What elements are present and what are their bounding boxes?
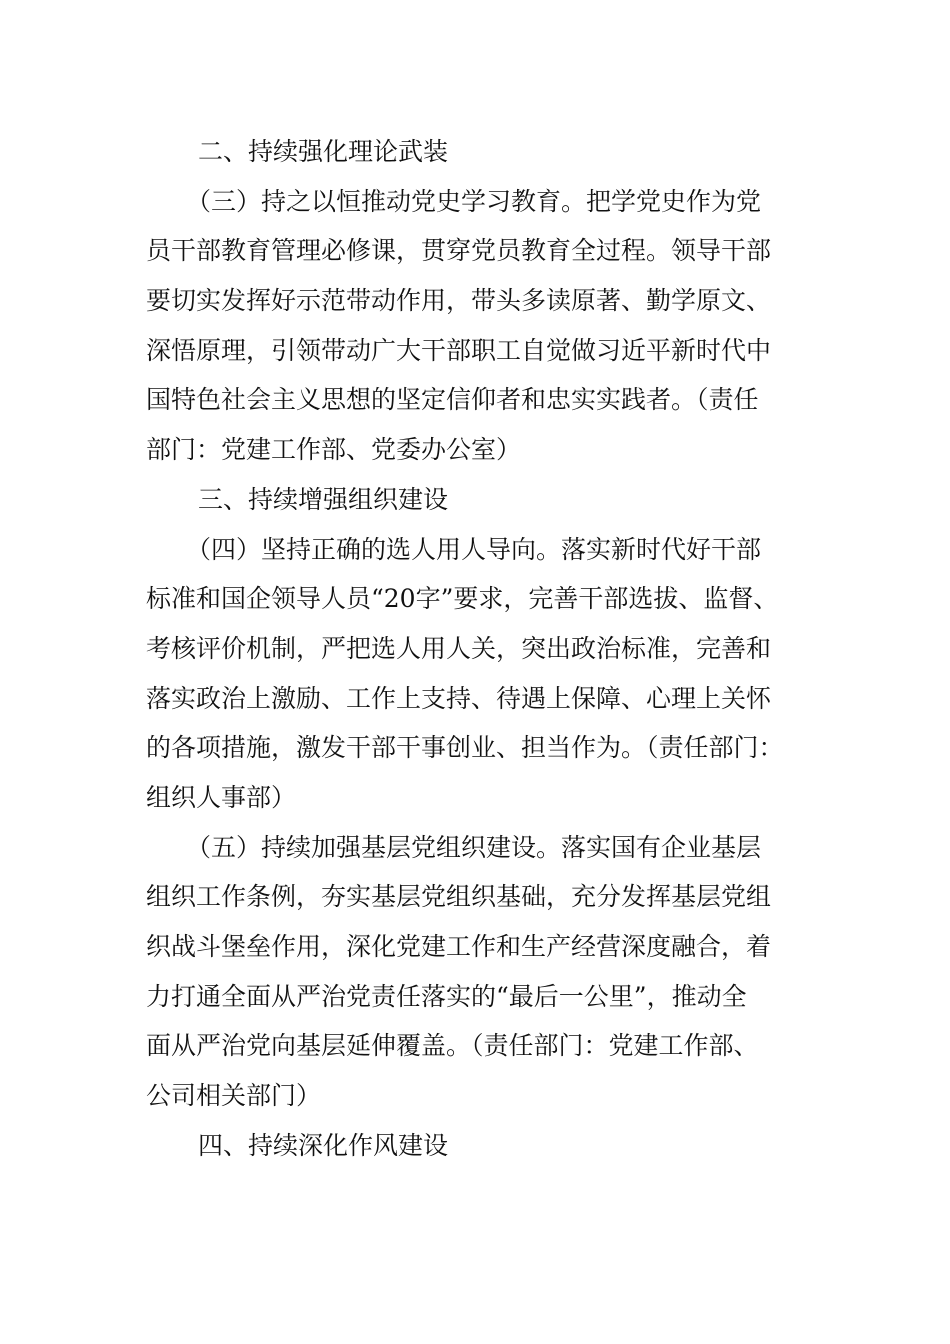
text-line: 组织工作条例，夯实基层党组织基础，充分发挥基层党组: [146, 882, 772, 912]
text-line: （四）坚持正确的选人用人导向。落实新时代好干部: [186, 534, 762, 564]
text-line: 深悟原理，引领带动广大干部职工自觉做习近平新时代中: [146, 335, 772, 365]
section-heading: [146, 1121, 826, 1171]
body-paragraph: [146, 525, 826, 823]
text-line: 四、持续深化作风建设: [198, 1130, 449, 1160]
section-heading: [146, 475, 826, 525]
text-line: 二、持续强化理论武装: [198, 137, 449, 166]
text-line: 国特色社会主义思想的坚定信仰者和忠实实践者。（责任: [146, 385, 759, 415]
text-line: 员干部教育管理必修课，贯穿党员教育全过程。领导干部: [146, 236, 772, 266]
text-line: （五）持续加强基层党组织建设。落实国有企业基层: [186, 832, 762, 862]
text-line: （三）持之以恒推动党史学习教育。把学党史作为党: [186, 186, 762, 216]
text-line: 面从严治党向基层延伸覆盖。（责任部门：党建工作部、: [146, 1031, 759, 1061]
body-paragraph: [146, 177, 826, 475]
text-line: 公司相关部门）: [146, 1081, 322, 1111]
text-line: 织战斗堡垒作用，深化党建工作和生产经营深度融合，着: [146, 932, 772, 961]
text-line: 要切实发挥好示范带动作用，带头多读原著、勤学原文、: [146, 286, 772, 316]
text-line: 力打通全面从严治党责任落实的“最后一公里”，推动全: [146, 981, 747, 1011]
text-line: 标准和国企领导人员“20字”要求，完善干部选拔、监督、: [146, 584, 779, 614]
text-line: 考核评价机制，严把选人用人关，突出政治标准，完善和: [146, 633, 772, 663]
body-paragraph: [146, 823, 826, 1121]
text-line: 落实政治上激励、工作上支持、待遇上保障、心理上关怀: [146, 683, 772, 713]
text-line: 三、持续增强组织建设: [198, 484, 449, 514]
section-heading: [146, 127, 826, 177]
text-line: 的各项措施，激发干部干事创业、担当作为。（责任部门：: [146, 733, 784, 763]
document-page: [146, 127, 826, 1170]
text-line: 组织人事部）: [146, 782, 297, 812]
text-line: 部门：党建工作部、党委办公室）: [146, 435, 522, 465]
